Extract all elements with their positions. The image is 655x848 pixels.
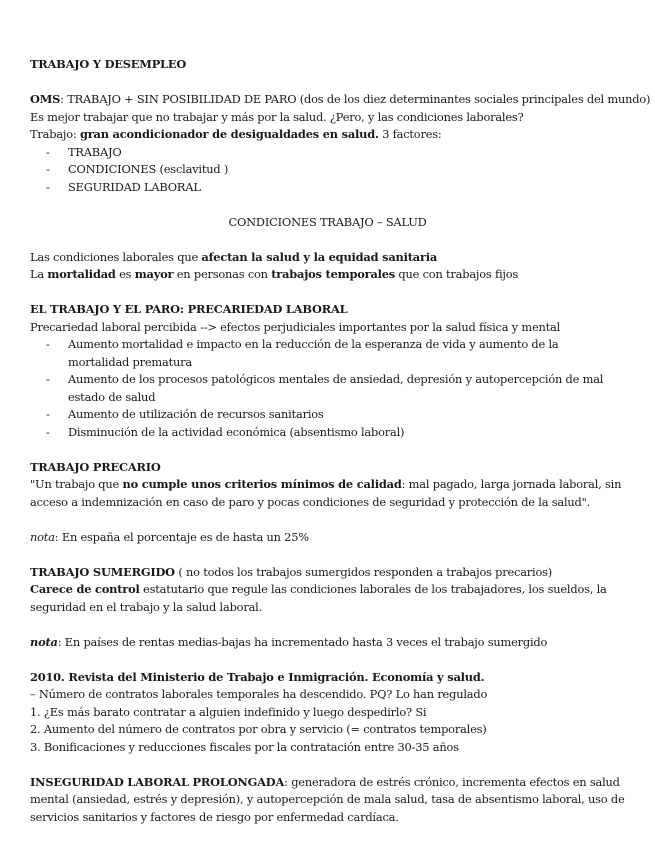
list-item: - Disminución de la actividad económica (absentismo laboral)	[46, 424, 405, 439]
list-item: - CONDICIONES (esclavitud )	[46, 162, 229, 176]
precario-note: nota: En españa el porcentaje es de hasta un 25%	[30, 529, 309, 544]
list-item: - SEGURIDAD LABORAL	[46, 179, 201, 194]
precariedad-intro: Precariedad laboral percibida --> efectos perjudiciales importantes por la salud física y mental	[30, 319, 561, 334]
oms-line-2: Es mejor trabajar que no trabajar y más por la salud. ¿Pero, y las condiciones laborales?	[30, 109, 524, 124]
precario-heading: TRABAJO PRECARIO	[30, 459, 161, 474]
section-heading-center: CONDICIONES TRABAJO – SALUD	[228, 214, 427, 229]
revista-line: 1. ¿Es más barato contratar a alguien indefinido y luego despedirlo? Si	[30, 704, 427, 719]
revista-line: 2. Aumento del número de contratos por obra y servicio (= contratos temporales)	[30, 722, 487, 736]
inseguridad-paragraph: INSEGURIDAD LABORAL PROLONGADA: generadora de estrés crónico, incrementa efectos en salud mental (ansiedad, estrés y depresión), y autopercepción de mala salud, tasa de absentismo laboral, uso de servicios sanitarios y factores de riesgo por enfermedad cardíaca.	[30, 774, 625, 824]
conditions-line-2: La mortalidad es mayor en personas con trabajos temporales que con trabajos fijos	[30, 267, 519, 281]
sumergido-paragraph: Carece de control estatutario que regule las condiciones laborales de los trabajadores, los sueldos, la seguridad en el trabajo y la salud laboral.	[30, 582, 607, 614]
list-item: - TRABAJO	[46, 144, 122, 159]
oms-label: OMS	[30, 92, 61, 106]
revista-heading: 2010. Revista del Ministerio de Trabajo e Inmigración. Economía y salud.	[30, 669, 485, 684]
list-item: - Aumento de utilización de recursos sanitarios	[46, 407, 324, 421]
precario-quote: "Un trabajo que no cumple unos criterios mínimos de calidad: mal pagado, larga jornada laboral, sin acceso a indemnización en caso de paro y pocas condiciones de seguridad y protección de la salud".	[30, 477, 622, 509]
revista-line: 3. Bonificaciones y reducciones fiscales por la contratación entre 30-35 años	[30, 739, 459, 754]
page-title: TRABAJO Y DESEMPLEO	[30, 57, 187, 71]
list-item: - Aumento mortalidad e impacto en la reducción de la esperanza de vida y aumento de la mortalidad prematura	[46, 337, 559, 369]
precariedad-heading: EL TRABAJO Y EL PARO: PRECARIEDAD LABORAL	[30, 302, 348, 316]
revista-line: – Número de contratos laborales temporales ha descendido. PQ? Lo han regulado	[30, 687, 488, 701]
conditions-line-1: Las condiciones laborales que afectan la salud y la equidad sanitaria	[30, 249, 438, 264]
factors-list	[30, 144, 625, 197]
sumergido-note: nota: En países de rentas medias-bajas ha incrementado hasta 3 veces el trabajo sumergido	[30, 634, 548, 649]
oms-line: OMS: TRABAJO + SIN POSIBILIDAD DE PARO (dos de los diez determinantes sociales principales del mundo)	[30, 92, 651, 106]
oms-line-3: Trabajo: gran acondicionador de desigualdades en salud. 3 factores:	[30, 127, 442, 141]
precariedad-list	[30, 336, 625, 441]
sumergido-heading: TRABAJO SUMERGIDO ( no todos los trabajos sumergidos responden a trabajos precarios)	[30, 564, 553, 579]
list-item: - Aumento de los procesos patológicos mentales de ansiedad, depresión y autopercepción de mal estado de salud	[46, 372, 604, 404]
